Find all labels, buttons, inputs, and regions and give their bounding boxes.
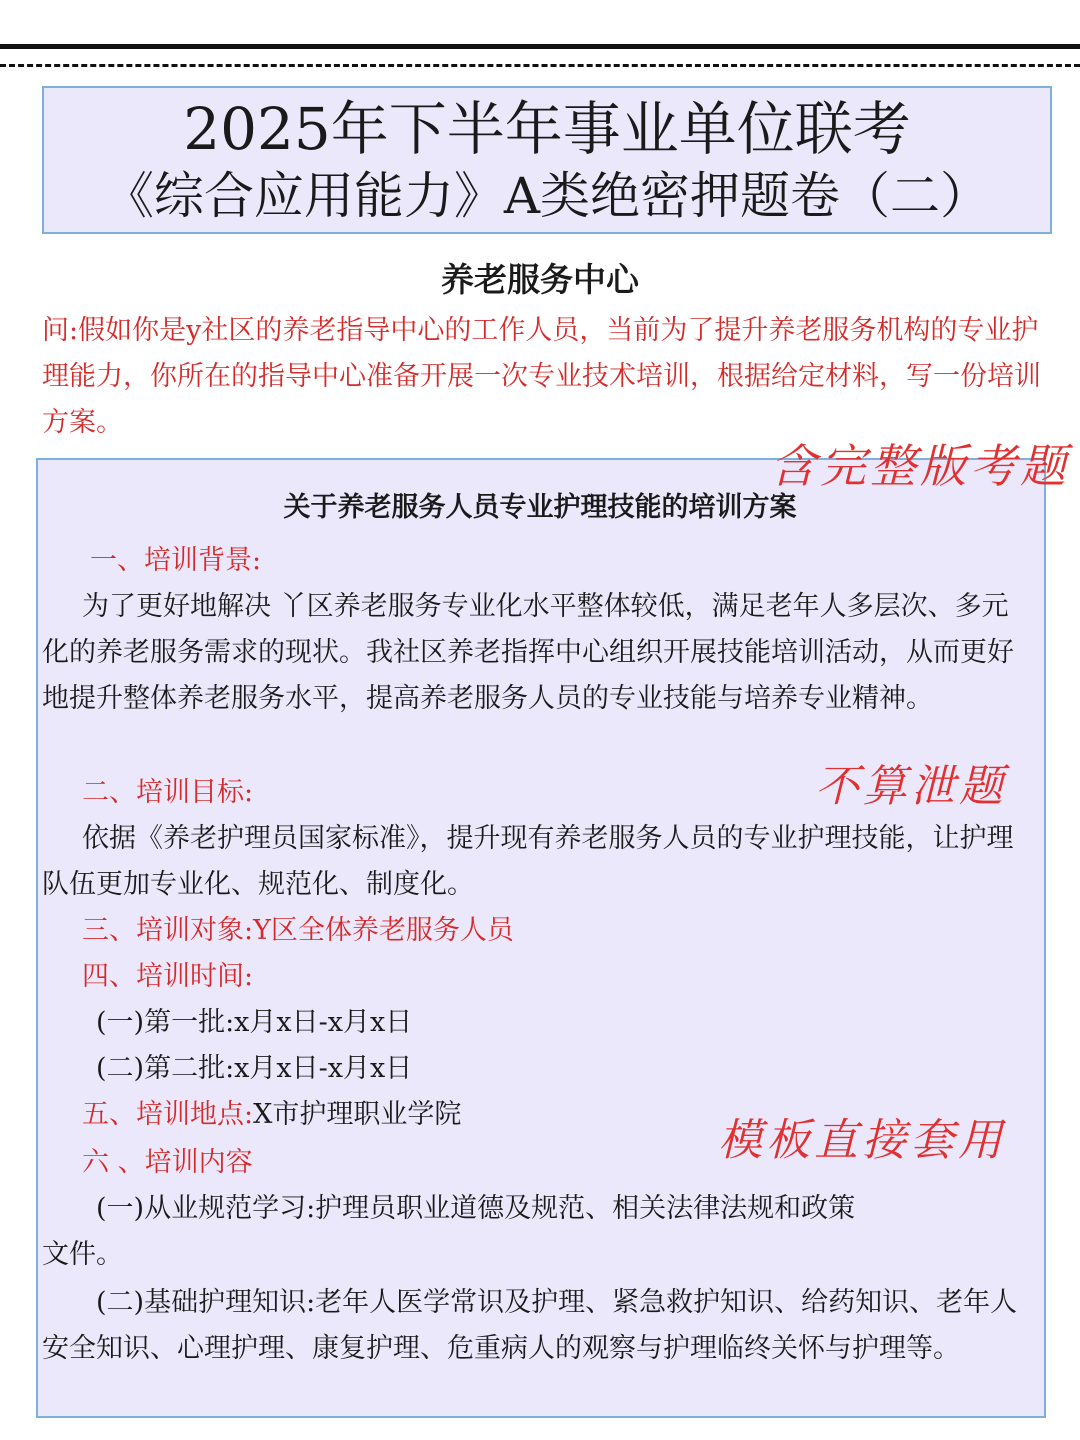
section-content-heading: 六 、培训内容 xyxy=(82,1147,253,1178)
exam-title: 2025年下半年事业单位联考 xyxy=(183,95,911,163)
exam-subtitle: 《综合应用能力》A类绝密押题卷（二） xyxy=(103,167,991,225)
section-background-text: 为了更好地解决 丫区养老服务专业化水平整体较低，满足老年人多层次、多元化的养老服务需求的现状。我社区养老指挥中心组织开展技能培训活动，从而更好地提升整体养老服务水平，提高养老服务人员的专业技能与培养专业精神。 xyxy=(42,591,1014,714)
handwritten-annotation-not-leak: 不算泄题 xyxy=(815,761,1007,812)
top-solid-rule xyxy=(0,44,1080,49)
section-background-heading: 一、培训背景: xyxy=(90,545,262,576)
content-item-1-continued: 文件。 xyxy=(42,1239,123,1270)
top-dashed-rule xyxy=(0,64,1080,67)
content-item-1: (一)从业规范学习:护理员职业道德及规范、相关法律法规和政策 xyxy=(96,1193,856,1224)
time-batch-1: (一)第一批:x月x日-x月x日 xyxy=(96,1007,413,1038)
section-location-value: X市护理职业学院 xyxy=(253,1099,462,1130)
title-banner xyxy=(42,86,1052,234)
section-location xyxy=(82,1092,461,1138)
section-location-label: 五、培训地点: xyxy=(82,1099,254,1130)
handwritten-annotation-complete: 含完整版考题 xyxy=(770,439,1070,493)
plan-title: 关于养老服务人员专业护理技能的培训方案 xyxy=(283,492,797,523)
section-goal-heading: 二、培训目标: xyxy=(82,777,254,808)
question-text: 问:假如你是y社区的养老指导中心的工作人员，当前为了提升养老服务机构的专业护理能力，你所在的指导中心准备开展一次专业技术培训，根据给定材料，写一份培训方案。 xyxy=(42,315,1041,438)
section-time-heading: 四、培训时间: xyxy=(82,961,254,992)
organization-name: 养老服务中心 xyxy=(441,260,639,299)
section-goal-text: 依据《养老护理员国家标准》，提升现有养老服务人员的专业护理技能，让护理队伍更加专业化、规范化、制度化。 xyxy=(42,823,1014,900)
section-audience-heading: 三、培训对象:Y区全体养老服务人员 xyxy=(82,915,514,946)
content-item-2: (二)基础护理知识:老年人医学常识及护理、紧急救护知识、给药知识、老年人安全知识、心理护理、康复护理、危重病人的观察与护理临终关怀与护理等。 xyxy=(42,1287,1018,1364)
handwritten-annotation-template: 模板直接套用 xyxy=(718,1115,1006,1166)
time-batch-2: (二)第二批:x月x日-x月x日 xyxy=(96,1053,413,1084)
